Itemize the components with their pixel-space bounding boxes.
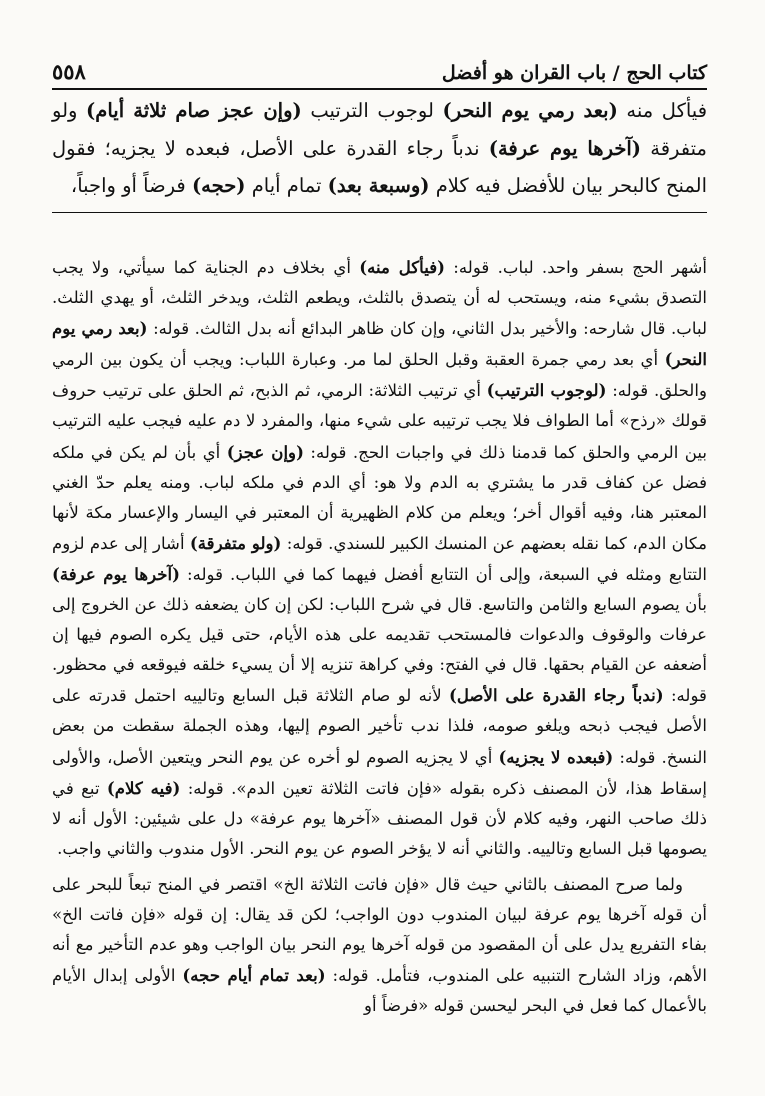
main-text-run: فيأكل منه bbox=[617, 99, 708, 122]
commentary-run: أي بأن لم يكن في ملكه فضل عن كفاف قدر ما يشتري به الدم ولا هو: أي الدم في ملكه لباب. ومنه يعلم حدّ الغني المعتبر هنا، وفيه أقوال أخر؛ ويعلم من كلام الظهيرية أن المعتبر في اليسار والإعسار مكة لأنها مكان الدم، كما نقله بعضهم عن المنسك الكبير للسندي. قوله: bbox=[52, 442, 707, 553]
main-text-run: فرضاً أو واجباً، bbox=[70, 174, 192, 197]
commentary-run: أي ترتيب الثلاثة: الرمي، ثم الذبح، ثم الحلق على ترتيب حروف قولك «رذح» أما الطواف فلا يجب ترتيبه على شيء منها، والمفرد لا دم عليه فيجب عليه الترتيب بين الرمي والحلق كما قدمنا ذلك في واجبات الحج. قوله: bbox=[52, 381, 707, 462]
commentary-bold: (بعد تمام أيام حجه) bbox=[182, 965, 326, 986]
main-text-bold: (وسبعة بعد) bbox=[327, 174, 430, 197]
text-divider bbox=[52, 212, 707, 213]
main-text bbox=[52, 92, 707, 205]
commentary-run: أي بعد رمي جمرة العقبة وقبل الحلق لما مر. وعبارة اللباب: ويجب أن يكون بين الرمي والحلق. قوله: bbox=[52, 350, 707, 401]
commentary-run: أي لا يجزيه الصوم لو أخره عن يوم النحر ويتعين الأصل، والأولى إسقاط هذا، لأن المصنف ذكره بقوله «فإن فاتت الثلاثة تعين الدم». قوله: bbox=[52, 747, 707, 798]
commentary-bold: (وإن عجز) bbox=[226, 441, 304, 462]
commentary-paragraph-1 bbox=[52, 252, 707, 864]
main-text-bold: (آخرها يوم عرفة) bbox=[488, 136, 642, 160]
commentary-run: الأولى إبدال الأيام بالأعمال كما فعل في البحر ليحسن قوله «فرضاً أو bbox=[52, 966, 707, 1016]
commentary-run: تبع في ذلك صاحب النهر، وفيه كلام لأن قول المصنف «آخرها يوم عرفة» دل على شيئين: الأول أنه لا يصومها قبل السابع وتالييه. والثاني أنه لا يؤخر الصوم عن يوم النحر. الأول مندوب والثاني واجب. bbox=[52, 778, 707, 858]
main-text-run: ندباً رجاء القدرة على الأصل، فبعده لا يجزيه؛ فقول المنح كالبحر بيان للأفضل فيه كلام bbox=[52, 136, 707, 197]
commentary-bold: (فيأكل منه) bbox=[359, 257, 446, 277]
commentary-bold: (فبعده لا يجزيه) bbox=[498, 746, 614, 767]
main-text-bold: (بعد رمي يوم النحر) bbox=[442, 99, 618, 122]
page-header bbox=[52, 50, 707, 90]
commentary-run: لأنه لو صام الثلاثة قبل السابع وتالييه احتمل قدرته على الأصل فيجب ذبحه ويلغو صومه، فلذا ندب تأخير الصوم إليها، وهذه الجملة سقطت من بعض النسخ. قوله: bbox=[52, 686, 707, 767]
main-text-run: ولو متفرقة bbox=[52, 99, 707, 160]
main-paragraph bbox=[52, 92, 707, 205]
commentary-run: أي بخلاف دم الجناية كما سيأتي، ولا يجب التصدق بشيء منه، ويستحب له أن يتصدق بالثلث، ويطعم الثلث، ويدخر الثلث، أو يهدي الثلث. لباب. قال شارحه: والأخير بدل الثاني، وإن كان ظاهر البدائع أنه بدل الثالث. قوله: bbox=[52, 258, 708, 339]
running-title: كتاب الحج / باب القران هو أفضل bbox=[441, 62, 707, 84]
commentary-bold: (لوجوب الترتيب) bbox=[486, 380, 607, 401]
page-number: ٥٥٨ bbox=[52, 59, 86, 84]
commentary-run: ولما صرح المصنف بالثاني حيث قال «فإن فاتت الثلاثة الخ» اقتصر في المنح تبعاً للبحر على أن قوله آخرها يوم عرفة لبيان المندوب دون الواجب؛ لكن قد يقال: إن قوله «فإن فاتت الخ» بفاء التفريع يدل على أن المقصود من قوله آخرها يوم النحر بيان الواجب وهو عدم التأخير مع أنه الأهم، وزاد الشارح التنبيه على المندوب، فتأمل. قوله: bbox=[52, 874, 707, 986]
main-text-run: تمام أيام bbox=[245, 174, 328, 197]
commentary-bold: (آخرها يوم عرفة) bbox=[52, 563, 180, 584]
commentary-run: بأن يصوم السابع والثامن والتاسع. قال في شرح اللباب: لكن إن كان يضعفه ذلك عن الخروج إلى عرفات والوقوف والدعوات فالمستحب تقديمه على هذه الأيام، حتى قيل يكره الصوم فيها إن أضعفه عن القيام بحقها. قال في الفتح: وفي كراهة تنزيه إلا أن يسيء خلقه فيوقعه في محظور. قوله: bbox=[52, 595, 707, 706]
commentary-bold: (ولو متفرقة) bbox=[189, 532, 282, 553]
commentary-bold: (ندباً رجاء القدرة على الأصل) bbox=[449, 685, 664, 706]
main-text-run: لوجوب الترتيب bbox=[301, 99, 443, 122]
commentary-bold: (فيه كلام) bbox=[106, 777, 181, 798]
commentary-bold: (بعد رمي يوم النحر) bbox=[52, 318, 707, 370]
commentary bbox=[52, 252, 707, 1021]
commentary-run: أشهر الحج بسفر واحد. لباب. قوله: bbox=[445, 258, 707, 277]
main-text-bold: (وإن عجز صام ثلاثة أيام) bbox=[86, 99, 302, 122]
commentary-run: أشار إلى عدم لزوم التتابع ومثله في السبعة، وإلى أن التتابع أفضل فيهما كما في اللباب. قوله: bbox=[52, 533, 708, 584]
main-text-bold: (حجه) bbox=[191, 174, 246, 197]
commentary-paragraph-2 bbox=[52, 870, 707, 1021]
